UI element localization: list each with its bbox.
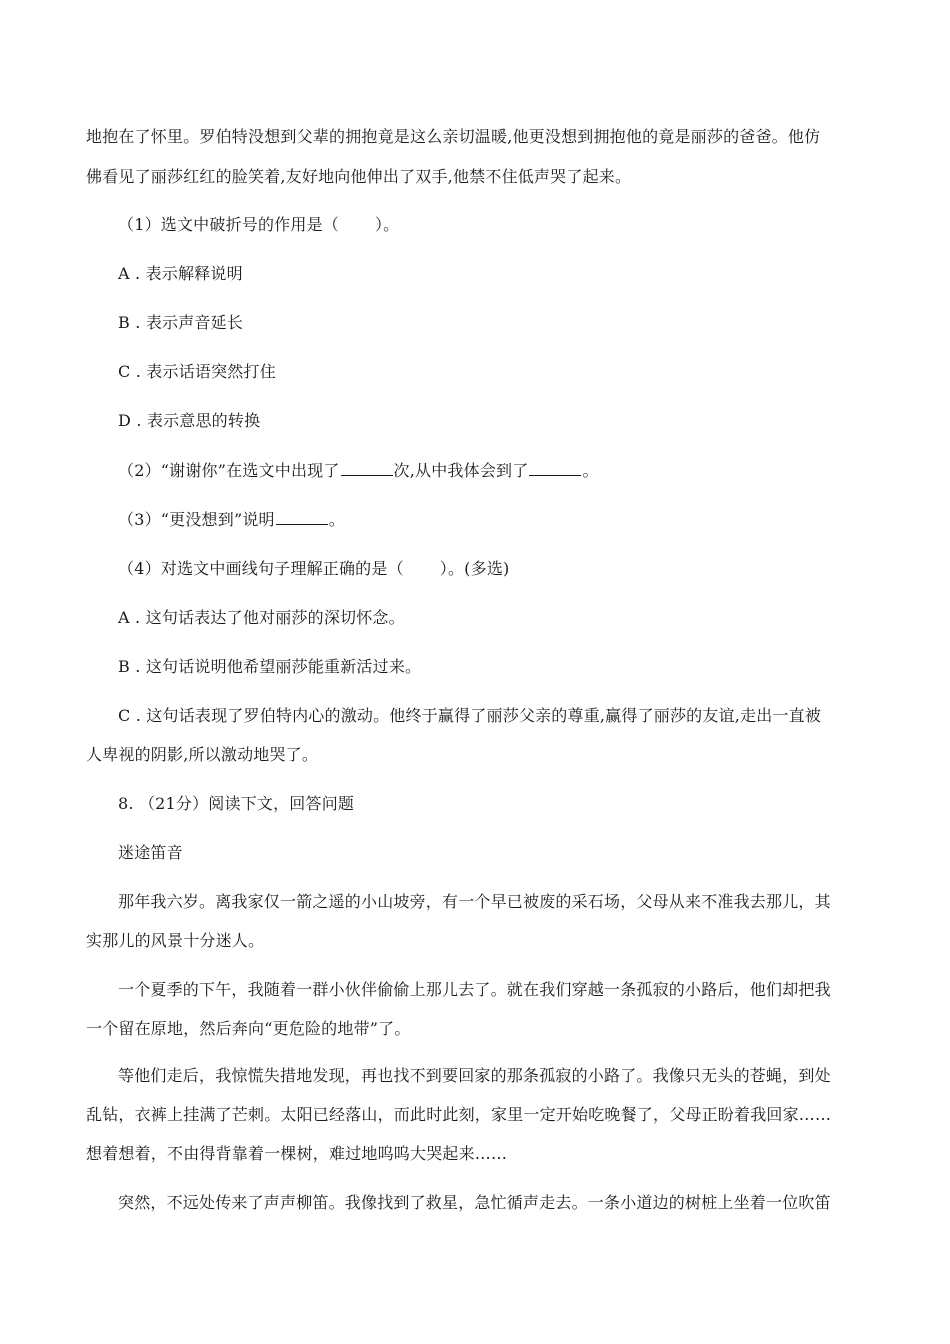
- passage-paragraph-2-cont: 一个留在原地，然后奔向“更危险的地带”了。: [86, 1019, 411, 1038]
- question-3-part1: （3）“更没想到”说明: [118, 510, 275, 529]
- passage-text-line: 地抱在了怀里。罗伯特没想到父辈的拥抱竟是这么亲切温暖,他更没想到拥抱他的竟是丽莎的爸爸。他仿: [86, 127, 821, 146]
- question-4-option-b: B . 这句话说明他希望丽莎能重新活过来。: [118, 657, 422, 676]
- question-8-heading: 8. （21分）阅读下文，回答问题: [118, 794, 355, 813]
- passage-text-line: 佛看见了丽莎红红的脸笑着,友好地向他伸出了双手,他禁不住低声哭了起来。: [86, 167, 632, 186]
- passage-paragraph-1-cont: 实那儿的风景十分迷人。: [86, 931, 265, 950]
- question-4-prefix: （4）对选文中画线句子理解正确的是（: [118, 559, 404, 578]
- passage-paragraph-1: 那年我六岁。离我家仅一箭之遥的小山坡旁，有一个早已被废的采石场，父母从来不准我去那儿，其: [118, 892, 831, 911]
- question-1-prefix: （1）选文中破折号的作用是（: [118, 215, 339, 234]
- question-2: [118, 461, 908, 481]
- question-1-option-b: B . 表示声音延长: [118, 313, 244, 332]
- question-4-option-a: A . 这句话表达了他对丽莎的深切怀念。: [118, 608, 405, 627]
- passage-paragraph-2: 一个夏季的下午，我随着一群小伙伴偷偷上那儿去了。就在我们穿越一条孤寂的小路后，他们却把我: [118, 980, 831, 999]
- question-1-option-d: D . 表示意思的转换: [118, 411, 261, 430]
- question-4: [118, 559, 908, 579]
- fill-blank: [341, 461, 393, 476]
- question-4-option-c: C . 这句话表现了罗伯特内心的激动。他终于赢得了丽莎父亲的尊重,赢得了丽莎的友谊,走出一直被: [118, 706, 822, 725]
- question-3-part2: 。: [328, 510, 345, 529]
- fill-blank: [529, 461, 581, 476]
- passage-title: 迷途笛音: [118, 843, 183, 862]
- question-2-part3: 。: [582, 461, 599, 480]
- question-2-part1: （2）“谢谢你”在选文中出现了: [118, 461, 340, 480]
- passage-paragraph-3-cont: 想着想着，不由得背靠着一棵树，难过地呜呜大哭起来……: [86, 1144, 508, 1163]
- passage-paragraph-3: 等他们走后，我惊慌失措地发现，再也找不到要回家的那条孤寂的小路了。我像只无头的苍蝇，到处: [118, 1066, 831, 1085]
- question-1-suffix: ）。: [374, 215, 400, 234]
- fill-blank: [276, 510, 328, 525]
- passage-paragraph-4: 突然，不远处传来了声声柳笛。我像找到了救星，急忙循声走去。一条小道边的树桩上坐着一位吹笛: [118, 1193, 831, 1212]
- question-1-option-c: C . 表示话语突然打住: [118, 362, 276, 381]
- question-4-option-c-cont: 人卑视的阴影,所以激动地哭了。: [86, 745, 319, 764]
- question-3: [118, 510, 908, 530]
- question-1: [118, 215, 908, 235]
- question-2-part2: 次,从中我体会到了: [393, 461, 529, 480]
- question-4-suffix: ）。(多选): [439, 559, 510, 578]
- question-1-option-a: A . 表示解释说明: [118, 264, 243, 283]
- passage-paragraph-3-cont: 乱钻，衣裤上挂满了芒刺。太阳已经落山，而此时此刻，家里一定开始吃晚餐了，父母正盼着我回家……: [86, 1105, 832, 1124]
